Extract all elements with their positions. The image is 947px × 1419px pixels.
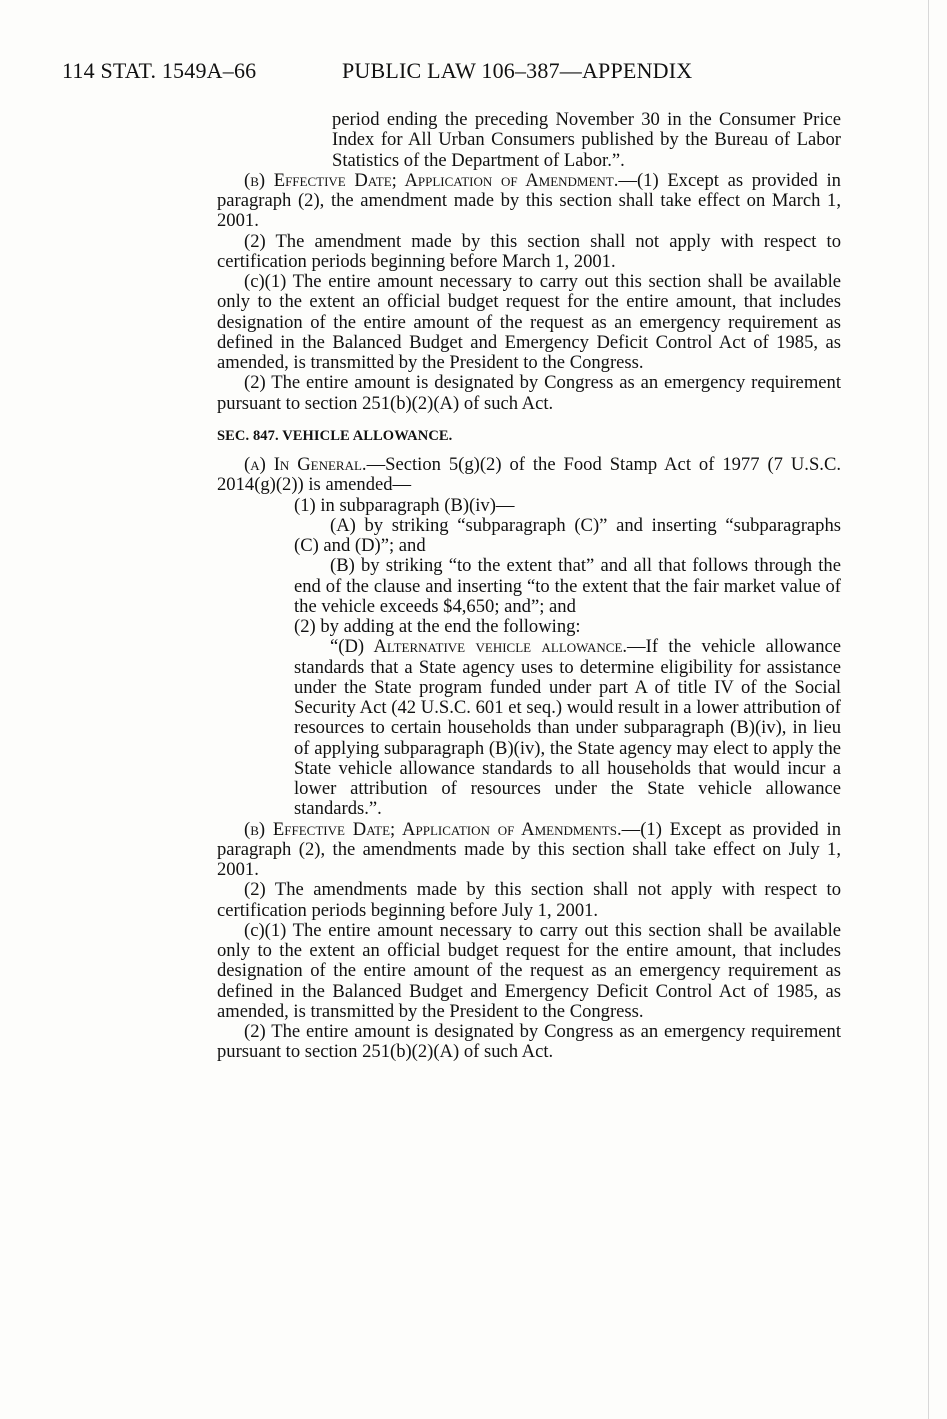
section-paragraph-c1: (c)(1) The entire amount necessary to carry out this section shall be available only to the extent an official budget request for the entire amount, that includes designation of the entire amount of the request as an emergency requirement as defined in the Balanced Budget and Emergency Deficit Control Act of 1985, as amended, is transmitted by the President to the Congress.: [217, 919, 841, 1022]
section-item-D-text: —If the vehicle allowance standards that a State agency uses to determine eligibility for assistance under the State program funded under part A of title IV of the Social Security Act (42 U.S.C. 601 et seq.) would result in a lower attribution of resources to certain households than under subparagraph (B)(iv), in lieu of applying subparagraph (B)(iv), the State agency may elect to apply the State vehicle allowance standards to all households that would incur a lower attribution of resources under the State vehicle allowance standards.”.: [294, 636, 841, 820]
page-edge-line: [928, 0, 929, 1419]
section-paragraph-b2: (2) The amendments made by this section shall not apply with respect to certification periods beginning before July 1, 2001.: [217, 879, 841, 921]
paragraph-b1-text: —(1) Except as provided in paragraph (2), the amendment made by this section shall take effect on March 1, 2001.: [217, 169, 841, 232]
document-body: [217, 110, 841, 1063]
section-item-B: (B) by striking “to the extent that” and all that follows through the end of the clause and inserting “to the extent that the fair market value of the vehicle exceeds $4,650; and”; and: [294, 555, 841, 617]
paragraph-c2: (2) The entire amount is designated by Congress as an emergency requirement pursuant to section 251(b)(2)(A) of such Act.: [217, 372, 841, 414]
section-paragraph-a: [217, 455, 841, 496]
paragraph-continuation: period ending the preceding November 30 in the Consumer Price Index for All Urban Consumers published by the Bureau of Labor Statistics of the Department of Labor.”.: [332, 109, 841, 171]
paragraph-c1: (c)(1) The entire amount necessary to carry out this section shall be available only to the extent an official budget request for the entire amount, that includes designation of the entire amount of the request as an emergency requirement as defined in the Balanced Budget and Emergency Deficit Control Act of 1985, as amended, is transmitted by the President to the Congress.: [217, 271, 841, 373]
section-paragraph-b1-text: —(1) Except as provided in paragraph (2), the amendments made by this section shall take effect on July 1, 2001.: [217, 818, 841, 880]
section-paragraph-c2: (2) The entire amount is designated by Congress as an emergency requirement pursuant to section 251(b)(2)(A) of such Act.: [217, 1021, 841, 1063]
section-item-2: (2) by adding at the end the following:: [294, 616, 581, 637]
paragraph-b1: [217, 171, 841, 232]
section-paragraph-b1: [217, 820, 841, 881]
paragraph-b2: (2) The amendment made by this section shall not apply with respect to certification periods beginning before March 1, 2001.: [217, 230, 841, 272]
section-item-1: (1) in subparagraph (B)(iv)—: [294, 494, 515, 516]
heading-alternative-vehicle: “(D) Alternative vehicle allowance.: [330, 636, 628, 658]
section-item-D: [217, 637, 841, 819]
law-title: PUBLIC LAW 106–387—APPENDIX: [342, 58, 693, 83]
statute-citation: 114 STAT. 1549A–66: [62, 58, 257, 83]
heading-effective-date: (b) Effective Date; Application of Amendment.: [244, 169, 619, 191]
section-paragraph-a-text: —Section 5(g)(2) of the Food Stamp Act of 1977 (7 U.S.C. 2014(g)(2)) is amended—: [217, 454, 841, 496]
section-item-A: (A) by striking “subparagraph (C)” and inserting “subparagraphs (C) and (D)”; and: [294, 514, 841, 556]
heading-effective-date-2: (b) Effective Date; Application of Amendments.: [244, 818, 622, 840]
section-heading: SEC. 847. VEHICLE ALLOWANCE.: [217, 427, 453, 444]
heading-in-general: (a) In General.: [244, 454, 367, 475]
